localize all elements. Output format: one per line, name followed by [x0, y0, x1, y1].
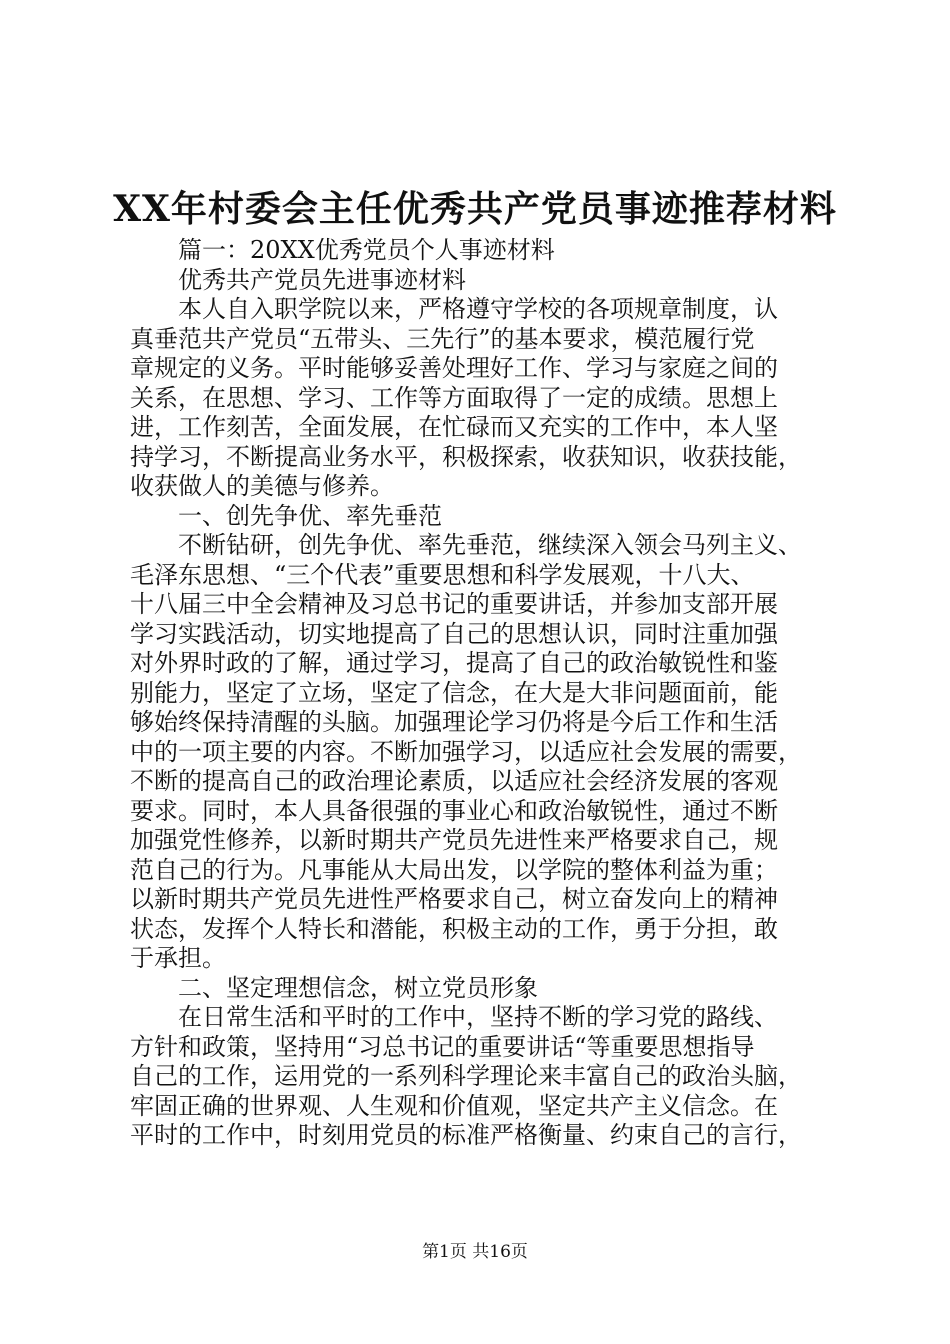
text-line: 二、坚定理想信念，树立党员形象: [178, 973, 538, 1002]
text-line: 真垂范共产党员“五带头、三先行”的基本要求，模范履行党: [130, 324, 755, 353]
text-line: 在日常生活和平时的工作中，坚持不断的学习党的路线、: [178, 1003, 778, 1031]
text-line: 持学习，不断提高业务水平，积极探索，收获知识，收获技能，: [130, 442, 802, 471]
document-title: XX年村委会主任优秀共产党员事迹推荐材料: [113, 188, 837, 230]
text-line: 别能力，坚定了立场，坚定了信念，在大是大非问题面前，能: [130, 678, 778, 707]
text-line: 不断钻研，创先争优、率先垂范，继续深入领会马列主义、: [178, 531, 802, 559]
text-line: 进，工作刻苦，全面发展，在忙碌而又充实的工作中，本人坚: [130, 413, 778, 441]
text-line: 学习实践活动，切实地提高了自己的思想认识，同时注重加强: [130, 619, 778, 648]
text-line: 不断的提高自己的政治理论素质，以适应社会经济发展的客观: [130, 767, 778, 795]
document-body: [130, 236, 826, 1151]
text-line: 于承担。: [130, 944, 226, 972]
text-line: 收获做人的美德与修养。: [130, 472, 394, 500]
text-line: 以新时期共产党员先进性严格要求自己，树立奋发向上的精神: [130, 885, 778, 913]
text-line: 优秀共产党员先进事迹材料: [178, 265, 466, 294]
text-line: 加强党性修养，以新时期共产党员先进性来严格要求自己，规: [130, 826, 778, 854]
text-line: 状态，发挥个人特长和潜能，积极主动的工作，勇于分担，敢: [130, 914, 778, 943]
text-line: 篇一：20XX优秀党员个人事迹材料: [178, 236, 555, 264]
text-line: 本人自入职学院以来，严格遵守学校的各项规章制度，认: [178, 295, 778, 323]
text-line: 够始终保持清醒的头脑。加强理论学习仍将是今后工作和生活: [130, 708, 778, 736]
text-line: 自己的工作，运用党的一系列科学理论来丰富自己的政治头脑，: [130, 1062, 802, 1090]
text-line: 关系，在思想、学习、工作等方面取得了一定的成绩。思想上: [130, 383, 778, 412]
text-line: 对外界时政的了解，通过学习，提高了自己的政治敏锐性和鉴: [130, 649, 778, 677]
text-line: 方针和政策，坚持用“习总书记的重要讲话“等重要思想指导: [130, 1032, 755, 1061]
text-line: 章规定的义务。平时能够妥善处理好工作、学习与家庭之间的: [130, 354, 778, 382]
page-footer: 第1页 共16页: [422, 1242, 528, 1262]
text-line: 十八届三中全会精神及习总书记的重要讲话，并参加支部开展: [130, 590, 778, 618]
text-line: 一、创先争优、率先垂范: [178, 501, 442, 530]
text-line: 毛泽东思想、“三个代表”重要思想和科学发展观，十八大、: [130, 560, 755, 589]
text-line: 牢固正确的世界观、人生观和价值观，坚定共产主义信念。在: [130, 1091, 778, 1120]
text-line: 要求。同时，本人具备很强的事业心和政治敏锐性，通过不断: [130, 796, 778, 825]
text-line: 范自己的行为。凡事能从大局出发，以学院的整体利益为重；: [130, 855, 778, 884]
text-line: 平时的工作中，时刻用党员的标准严格衡量、约束自己的言行，: [130, 1121, 802, 1149]
text-line: 中的一项主要的内容。不断加强学习，以适应社会发展的需要，: [130, 737, 802, 766]
